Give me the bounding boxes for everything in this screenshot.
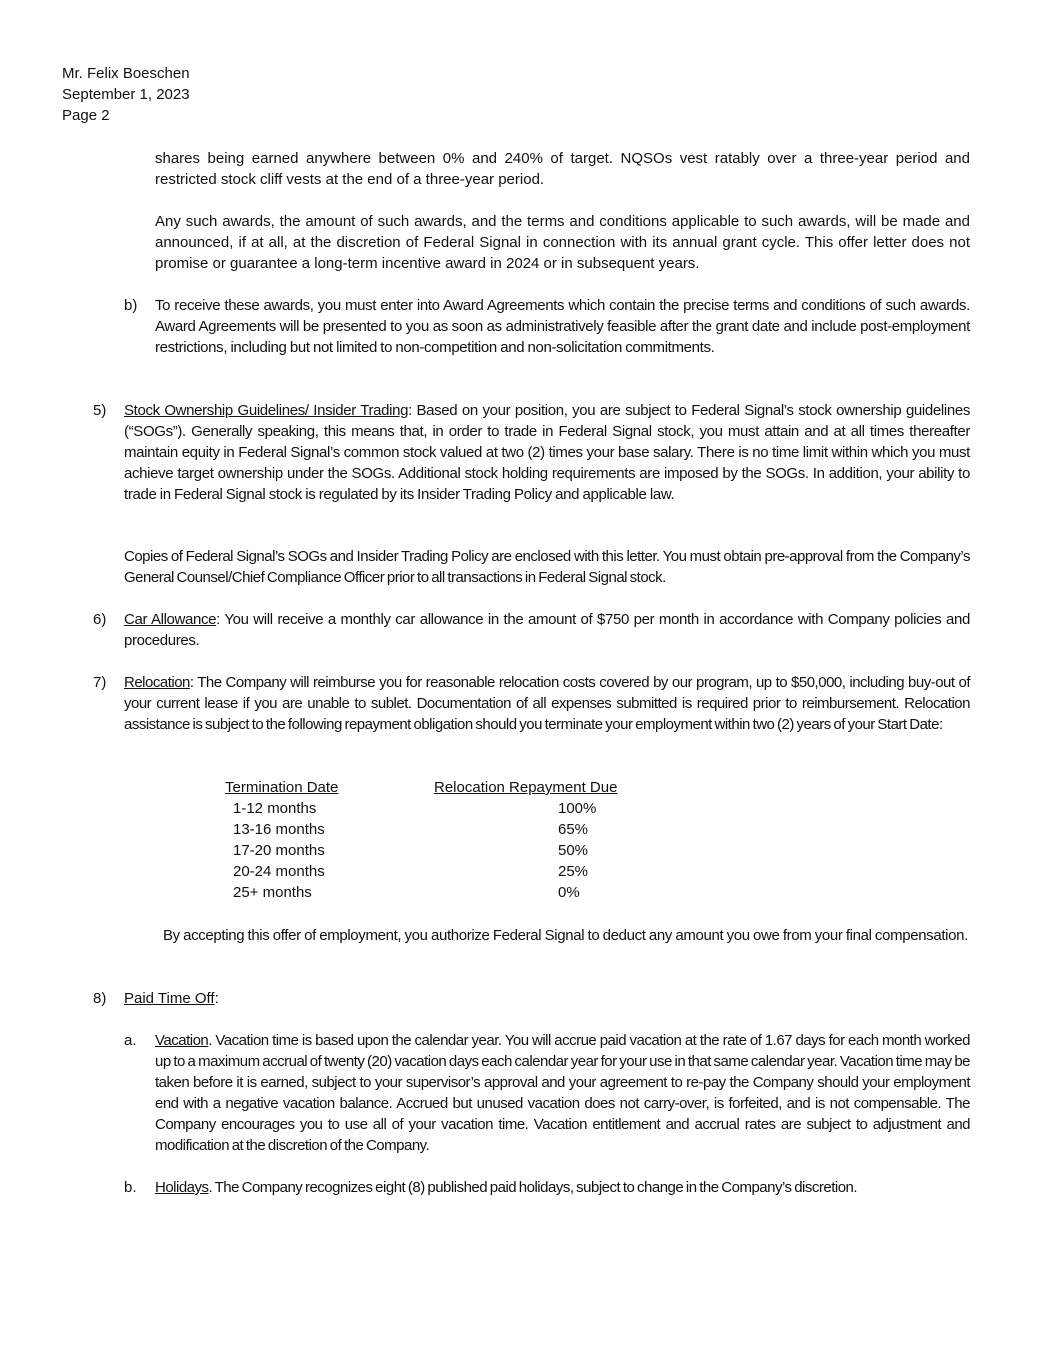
section5-marker: 5) — [93, 402, 107, 419]
section4-item-b: To receive these awards, you must enter into Award Agreements which contain the precise terms and conditions of such awards. Award Agreements will be presented to you as soon as administratively feasible after the grant date and include post-employment restrictions, including but not limited to non-competition and non-solicitation commitments. — [155, 297, 970, 356]
section5-body: Stock Ownership Guidelines/ Insider Trading: Based on your position, you are subject to Federal Signal’s stock ownership guidelines (“SOGs”). Generally speaking, this means that, in order to trade in Federal Signal stock, you must attain and at all times thereafter maintain equity in Federal Signal’s common stock valued at two (2) times your base salary. There is no time limit within which you must achieve target ownership under the SOGs. Additional stock holding requirements are imposed by the SOGs. In addition, your ability to trade in Federal Signal stock is regulated by its Insider Trading Policy and applicable law. — [124, 402, 970, 503]
section7-heading: Relocation — [124, 674, 190, 691]
section7-body: Relocation: The Company will reimburse you for reasonable relocation costs covered by our program, up to $50,000, including buy-out of your current lease if you are unable to sublet. Documentation of all expenses submitted is required prior to reimbursement. Relocation assistance is subject to the following repayment obligation should you terminate your employment within two (2) years of your Start Date: — [124, 674, 970, 733]
section8-item-a-vacation: Vacation. Vacation time is based upon the calendar year. You will accrue paid vacation at the rate of 1.67 days for each month worked up to a maximum accrual of twenty (20) vacation days each calendar year for your use in that same calendar year. Vacation time may be taken before it is earned, subject to your supervisor’s approval and your agreement to re-pay the Company should your employment end with a negative vacation balance. Accrued but unused vacation does not carry-over, is forfeited, and is not compensable. The Company encourages you to use all of your vacation time. Vacation entitlement and accrual rates are subject to adjustment and modification at the discretion of the Company. — [155, 1032, 970, 1154]
termination-period: 25+ months — [233, 884, 312, 901]
vacation-heading: Vacation — [155, 1032, 209, 1049]
section6-body: Car Allowance: You will receive a monthly car allowance in the amount of $750 per month in accordance with Company policies and procedures. — [124, 611, 970, 649]
repayment-percent: 100% — [558, 800, 597, 817]
section8-heading: Paid Time Off — [124, 990, 215, 1007]
section6-marker: 6) — [93, 611, 107, 628]
repayment-percent: 25% — [558, 863, 589, 880]
page-number: Page 2 — [62, 107, 110, 124]
repayment-percent: 50% — [558, 842, 589, 859]
section6-heading: Car Allowance — [124, 611, 217, 628]
repayment-percent: 65% — [558, 821, 589, 838]
column-header-repayment-due: Relocation Repayment Due — [434, 779, 618, 796]
section8-item-b-holidays: Holidays. The Company recognizes eight (8) published paid holidays, subject to change in the Company’s discretion. — [155, 1179, 858, 1196]
recipient-name: Mr. Felix Boeschen — [62, 65, 190, 82]
section4-item-b-marker: b) — [124, 297, 138, 314]
section8-item-a-marker: a. — [124, 1032, 137, 1049]
letter-date: September 1, 2023 — [62, 86, 190, 103]
termination-period: 13-16 months — [233, 821, 325, 838]
section8-marker: 8) — [93, 990, 107, 1007]
section8-item-b-marker: b. — [124, 1179, 137, 1196]
letter-header — [62, 63, 190, 126]
column-header-termination-date: Termination Date — [225, 779, 339, 796]
section4-para2: Any such awards, the amount of such awards, and the terms and conditions applicable to such awards, will be made and announced, if at all, at the discretion of Federal Signal in connection with its annual grant cycle. This offer letter does not promise or guarantee a long-term incentive award in 2024 or in subsequent years. — [155, 213, 970, 272]
section5-para2: Copies of Federal Signal’s SOGs and Insider Trading Policy are enclosed with this letter. You must obtain pre-approval from the Company’s General Counsel/Chief Compliance Officer prior to all transactions in Federal Signal stock. — [124, 548, 970, 586]
section7-marker: 7) — [93, 674, 107, 691]
section8-heading-line: Paid Time Off: — [124, 990, 219, 1007]
holidays-heading: Holidays — [155, 1179, 209, 1196]
section7-after-table: By accepting this offer of employment, you authorize Federal Signal to deduct any amount you owe from your final compensation. — [163, 927, 968, 944]
termination-period: 1-12 months — [233, 800, 317, 817]
termination-period: 17-20 months — [233, 842, 325, 859]
repayment-percent: 0% — [558, 884, 580, 901]
section5-heading: Stock Ownership Guidelines/ Insider Trading — [124, 402, 409, 419]
section4-para1: shares being earned anywhere between 0% and 240% of target. NQSOs vest ratably over a three-year period and restricted stock cliff vests at the end of a three-year period. — [155, 150, 970, 188]
termination-period: 20-24 months — [233, 863, 325, 880]
